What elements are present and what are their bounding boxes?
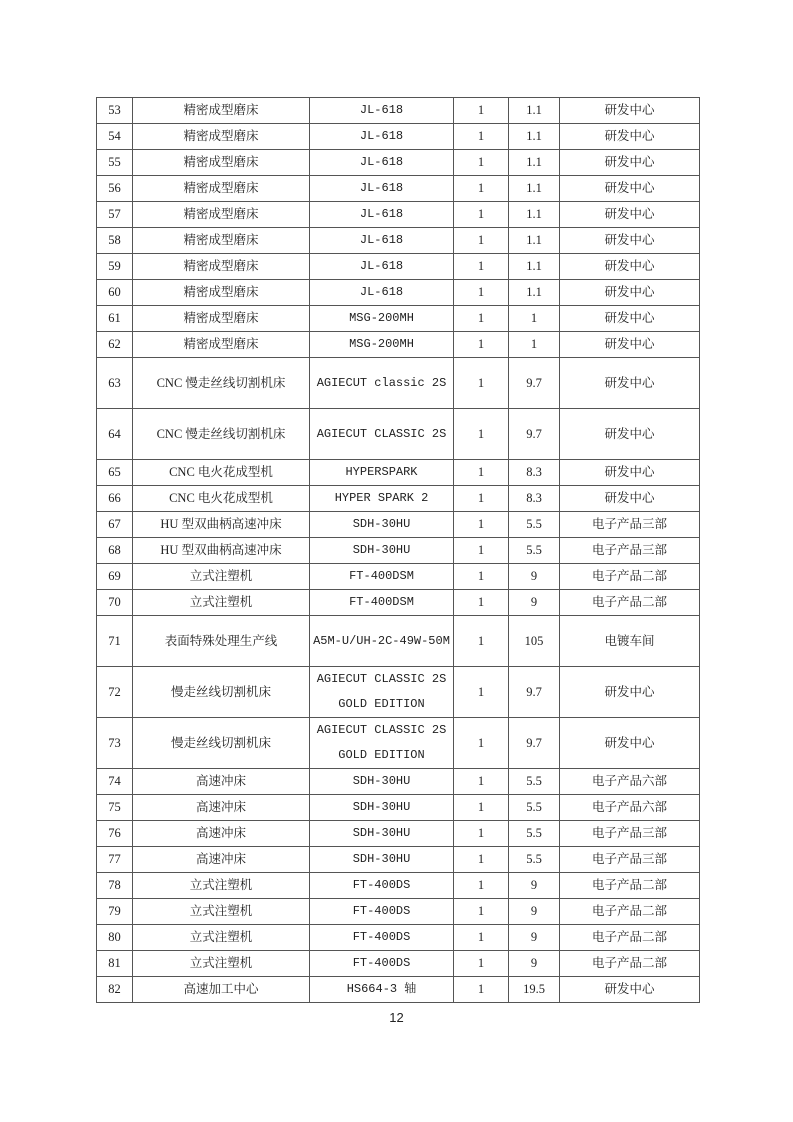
department-cell: 电子产品三部 [560,538,700,564]
table-row [97,358,700,409]
quantity-cell: 1 [454,460,509,486]
equipment-name-cell: 高速冲床 [133,847,310,873]
row-number-cell: 60 [97,280,133,306]
row-number-cell: 81 [97,951,133,977]
power-cell: 1 [509,306,560,332]
power-cell: 1.1 [509,98,560,124]
model-cell: SDH-30HU [310,847,454,873]
equipment-name-cell: 精密成型磨床 [133,280,310,306]
page-number: 12 [389,1010,404,1025]
equipment-name-cell: 精密成型磨床 [133,98,310,124]
quantity-cell: 1 [454,616,509,667]
equipment-name-cell: 高速冲床 [133,769,310,795]
department-cell: 研发中心 [560,254,700,280]
department-cell: 电镀车间 [560,616,700,667]
model-cell: MSG-200MH [310,332,454,358]
quantity-cell: 1 [454,899,509,925]
department-cell: 电子产品三部 [560,512,700,538]
equipment-name-cell: HU 型双曲柄高速冲床 [133,512,310,538]
equipment-name-cell: 精密成型磨床 [133,306,310,332]
row-number-cell: 69 [97,564,133,590]
quantity-cell: 1 [454,512,509,538]
model-cell: FT-400DS [310,925,454,951]
row-number-cell: 71 [97,616,133,667]
department-cell: 电子产品六部 [560,769,700,795]
table-row [97,899,700,925]
table-row [97,873,700,899]
row-number-cell: 68 [97,538,133,564]
equipment-name-cell: 立式注塑机 [133,564,310,590]
model-cell: AGIECUT CLASSIC 2S GOLD EDITION [310,718,454,769]
department-cell: 电子产品三部 [560,847,700,873]
table-row [97,564,700,590]
department-cell: 电子产品二部 [560,951,700,977]
power-cell: 8.3 [509,486,560,512]
row-number-cell: 63 [97,358,133,409]
department-cell: 电子产品二部 [560,925,700,951]
quantity-cell: 1 [454,409,509,460]
equipment-name-cell: 精密成型磨床 [133,202,310,228]
row-number-cell: 74 [97,769,133,795]
quantity-cell: 1 [454,847,509,873]
power-cell: 9.7 [509,718,560,769]
model-cell: HS664-3 轴 [310,977,454,1003]
equipment-name-cell: CNC 慢走丝线切割机床 [133,358,310,409]
model-cell: SDH-30HU [310,512,454,538]
model-cell: MSG-200MH [310,306,454,332]
equipment-name-cell: CNC 电火花成型机 [133,486,310,512]
power-cell: 9 [509,873,560,899]
row-number-cell: 73 [97,718,133,769]
department-cell: 研发中心 [560,280,700,306]
quantity-cell: 1 [454,254,509,280]
department-cell: 研发中心 [560,409,700,460]
equipment-name-cell: 精密成型磨床 [133,228,310,254]
table-row [97,667,700,718]
table-row [97,590,700,616]
row-number-cell: 67 [97,512,133,538]
equipment-name-cell: 高速冲床 [133,821,310,847]
department-cell: 研发中心 [560,486,700,512]
quantity-cell: 1 [454,925,509,951]
quantity-cell: 1 [454,176,509,202]
model-cell: JL-618 [310,176,454,202]
row-number-cell: 58 [97,228,133,254]
row-number-cell: 82 [97,977,133,1003]
model-cell: AGIECUT CLASSIC 2S GOLD EDITION [310,667,454,718]
power-cell: 9.7 [509,409,560,460]
department-cell: 研发中心 [560,202,700,228]
row-number-cell: 70 [97,590,133,616]
equipment-name-cell: 立式注塑机 [133,899,310,925]
department-cell: 研发中心 [560,667,700,718]
row-number-cell: 80 [97,925,133,951]
row-number-cell: 56 [97,176,133,202]
power-cell: 5.5 [509,512,560,538]
department-cell: 研发中心 [560,306,700,332]
department-cell: 研发中心 [560,718,700,769]
power-cell: 9 [509,590,560,616]
equipment-name-cell: CNC 慢走丝线切割机床 [133,409,310,460]
power-cell: 9.7 [509,358,560,409]
power-cell: 5.5 [509,538,560,564]
power-cell: 1.1 [509,254,560,280]
department-cell: 研发中心 [560,332,700,358]
table-row [97,124,700,150]
quantity-cell: 1 [454,977,509,1003]
power-cell: 9.7 [509,667,560,718]
power-cell: 1.1 [509,176,560,202]
model-cell: A5M-U/UH-2C-49W-50M [310,616,454,667]
table-row [97,332,700,358]
power-cell: 1.1 [509,228,560,254]
equipment-name-cell: 表面特殊处理生产线 [133,616,310,667]
quantity-cell: 1 [454,718,509,769]
power-cell: 8.3 [509,460,560,486]
quantity-cell: 1 [454,564,509,590]
power-cell: 5.5 [509,847,560,873]
row-number-cell: 61 [97,306,133,332]
row-number-cell: 64 [97,409,133,460]
power-cell: 105 [509,616,560,667]
table-row [97,409,700,460]
quantity-cell: 1 [454,873,509,899]
department-cell: 研发中心 [560,228,700,254]
quantity-cell: 1 [454,538,509,564]
table-row [97,176,700,202]
power-cell: 1.1 [509,150,560,176]
power-cell: 19.5 [509,977,560,1003]
department-cell: 电子产品二部 [560,590,700,616]
model-cell: FT-400DSM [310,564,454,590]
department-cell: 研发中心 [560,977,700,1003]
department-cell: 研发中心 [560,124,700,150]
department-cell: 研发中心 [560,358,700,409]
model-cell: SDH-30HU [310,821,454,847]
model-cell: JL-618 [310,150,454,176]
department-cell: 电子产品二部 [560,899,700,925]
department-cell: 电子产品三部 [560,821,700,847]
row-number-cell: 62 [97,332,133,358]
row-number-cell: 75 [97,795,133,821]
table-row [97,847,700,873]
model-cell: FT-400DS [310,873,454,899]
table-row [97,306,700,332]
row-number-cell: 54 [97,124,133,150]
equipment-name-cell: 立式注塑机 [133,873,310,899]
equipment-name-cell: 立式注塑机 [133,925,310,951]
model-cell: SDH-30HU [310,769,454,795]
row-number-cell: 76 [97,821,133,847]
model-cell: JL-618 [310,228,454,254]
model-cell: HYPER SPARK 2 [310,486,454,512]
table-row [97,512,700,538]
power-cell: 9 [509,564,560,590]
model-cell: AGIECUT classic 2S [310,358,454,409]
equipment-name-cell: 立式注塑机 [133,590,310,616]
model-cell: FT-400DS [310,951,454,977]
power-cell: 1.1 [509,280,560,306]
power-cell: 1.1 [509,124,560,150]
quantity-cell: 1 [454,332,509,358]
row-number-cell: 72 [97,667,133,718]
table-row [97,98,700,124]
department-cell: 研发中心 [560,176,700,202]
equipment-name-cell: 精密成型磨床 [133,150,310,176]
table-row [97,769,700,795]
table-row [97,538,700,564]
department-cell: 研发中心 [560,460,700,486]
model-cell: JL-618 [310,202,454,228]
table-row [97,228,700,254]
quantity-cell: 1 [454,202,509,228]
table-row [97,951,700,977]
table-row [97,718,700,769]
equipment-table-body [97,98,700,1003]
quantity-cell: 1 [454,306,509,332]
quantity-cell: 1 [454,228,509,254]
quantity-cell: 1 [454,98,509,124]
model-cell: AGIECUT CLASSIC 2S [310,409,454,460]
quantity-cell: 1 [454,486,509,512]
department-cell: 研发中心 [560,98,700,124]
equipment-name-cell: 慢走丝线切割机床 [133,667,310,718]
model-cell: JL-618 [310,280,454,306]
equipment-name-cell: 精密成型磨床 [133,332,310,358]
table-row [97,821,700,847]
department-cell: 电子产品二部 [560,873,700,899]
department-cell: 电子产品二部 [560,564,700,590]
power-cell: 5.5 [509,795,560,821]
equipment-name-cell: 立式注塑机 [133,951,310,977]
row-number-cell: 78 [97,873,133,899]
table-row [97,795,700,821]
equipment-name-cell: HU 型双曲柄高速冲床 [133,538,310,564]
equipment-name-cell: 慢走丝线切割机床 [133,718,310,769]
table-row [97,150,700,176]
department-cell: 研发中心 [560,150,700,176]
power-cell: 5.5 [509,821,560,847]
model-cell: SDH-30HU [310,795,454,821]
quantity-cell: 1 [454,124,509,150]
table-row [97,925,700,951]
power-cell: 1.1 [509,202,560,228]
equipment-name-cell: 精密成型磨床 [133,254,310,280]
equipment-name-cell: 精密成型磨床 [133,124,310,150]
model-cell: JL-618 [310,98,454,124]
power-cell: 9 [509,925,560,951]
table-row [97,977,700,1003]
quantity-cell: 1 [454,667,509,718]
quantity-cell: 1 [454,590,509,616]
row-number-cell: 77 [97,847,133,873]
quantity-cell: 1 [454,769,509,795]
row-number-cell: 79 [97,899,133,925]
table-row [97,280,700,306]
power-cell: 1 [509,332,560,358]
equipment-name-cell: CNC 电火花成型机 [133,460,310,486]
department-cell: 电子产品六部 [560,795,700,821]
quantity-cell: 1 [454,951,509,977]
power-cell: 9 [509,951,560,977]
table-row [97,202,700,228]
equipment-name-cell: 高速冲床 [133,795,310,821]
table-row [97,616,700,667]
model-cell: FT-400DSM [310,590,454,616]
equipment-name-cell: 精密成型磨床 [133,176,310,202]
quantity-cell: 1 [454,821,509,847]
quantity-cell: 1 [454,280,509,306]
model-cell: JL-618 [310,254,454,280]
quantity-cell: 1 [454,358,509,409]
equipment-name-cell: 高速加工中心 [133,977,310,1003]
equipment-table [96,97,700,1003]
row-number-cell: 55 [97,150,133,176]
model-cell: HYPERSPARK [310,460,454,486]
model-cell: SDH-30HU [310,538,454,564]
table-row [97,460,700,486]
model-cell: JL-618 [310,124,454,150]
row-number-cell: 57 [97,202,133,228]
power-cell: 5.5 [509,769,560,795]
row-number-cell: 66 [97,486,133,512]
power-cell: 9 [509,899,560,925]
quantity-cell: 1 [454,795,509,821]
row-number-cell: 53 [97,98,133,124]
quantity-cell: 1 [454,150,509,176]
row-number-cell: 65 [97,460,133,486]
model-cell: FT-400DS [310,899,454,925]
row-number-cell: 59 [97,254,133,280]
table-row [97,486,700,512]
table-row [97,254,700,280]
